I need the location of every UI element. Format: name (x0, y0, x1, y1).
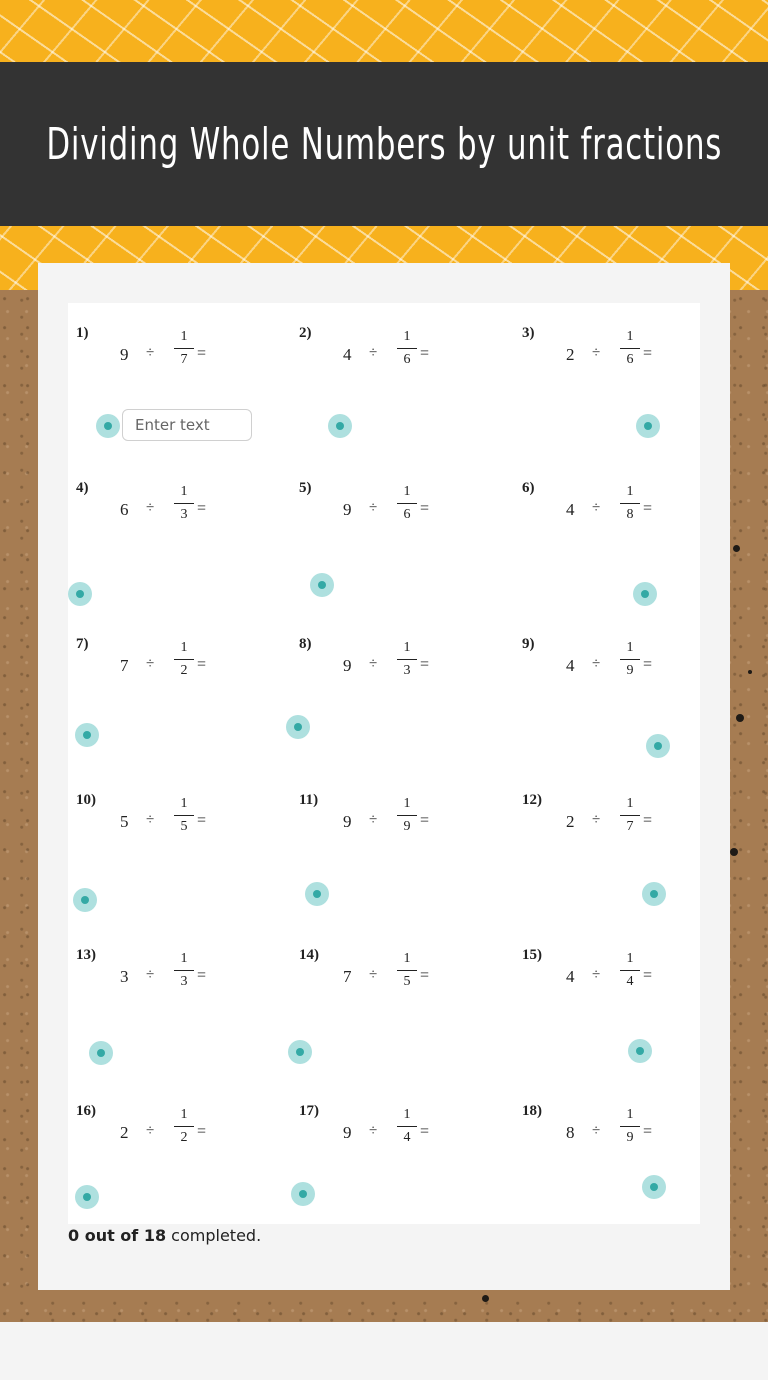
equals-sign: = (197, 967, 207, 984)
problem-number: 2) (299, 325, 312, 341)
answer-hotspot-3[interactable] (636, 414, 660, 438)
fraction-bar (174, 659, 194, 660)
answer-hotspot-11[interactable] (305, 882, 329, 906)
fraction-bar (620, 659, 640, 660)
problem-number: 17) (299, 1103, 319, 1119)
fraction-bar (174, 503, 194, 504)
problem-number: 6) (522, 480, 535, 496)
problem-number: 16) (76, 1103, 96, 1119)
fraction-numerator: 1 (403, 484, 411, 499)
fraction-numerator: 1 (180, 951, 188, 966)
division-sign: ÷ (146, 656, 155, 672)
answer-hotspot-6[interactable] (633, 582, 657, 606)
unit-fraction (620, 329, 640, 368)
fraction-denominator: 3 (403, 663, 411, 678)
dividend: 8 (566, 1123, 575, 1142)
problem-15 (522, 947, 722, 1007)
fraction-numerator: 1 (180, 484, 188, 499)
fraction-numerator: 1 (180, 329, 188, 344)
fraction-bar (397, 659, 417, 660)
unit-fraction (620, 640, 640, 679)
equals-sign: = (643, 812, 653, 829)
fraction-bar (620, 815, 640, 816)
problem-12 (522, 792, 722, 852)
fraction-bar (397, 815, 417, 816)
fraction-denominator: 9 (626, 1130, 634, 1145)
problem-13 (76, 947, 276, 1007)
equals-sign: = (197, 812, 207, 829)
problem-10 (76, 792, 276, 852)
fraction-denominator: 8 (626, 507, 634, 522)
dividend: 9 (343, 812, 352, 831)
fraction-bar (397, 1126, 417, 1127)
dividend: 9 (120, 345, 129, 364)
fraction-bar (620, 1126, 640, 1127)
problem-number: 18) (522, 1103, 542, 1119)
fraction-numerator: 1 (626, 329, 634, 344)
division-sign: ÷ (369, 812, 378, 828)
fraction-numerator: 1 (403, 951, 411, 966)
problem-4 (76, 480, 276, 540)
division-sign: ÷ (146, 812, 155, 828)
problem-number: 7) (76, 636, 89, 652)
problem-number: 11) (299, 792, 319, 808)
unit-fraction (397, 951, 417, 990)
problem-7 (76, 636, 276, 696)
progress-suffix: completed. (166, 1226, 262, 1245)
division-sign: ÷ (146, 967, 155, 983)
board-speck (733, 545, 740, 552)
board-speck (748, 670, 752, 674)
fraction-numerator: 1 (626, 951, 634, 966)
fraction-denominator: 5 (180, 819, 188, 834)
unit-fraction (174, 1107, 194, 1146)
fraction-bar (397, 348, 417, 349)
unit-fraction (620, 1107, 640, 1146)
problem-number: 13) (76, 947, 96, 963)
problem-17 (299, 1103, 499, 1163)
dividend: 4 (343, 345, 352, 364)
equals-sign: = (197, 1123, 207, 1140)
division-sign: ÷ (592, 656, 601, 672)
unit-fraction (397, 796, 417, 835)
answer-hotspot-18[interactable] (642, 1175, 666, 1199)
division-sign: ÷ (592, 500, 601, 516)
answer-hotspot-5[interactable] (310, 573, 334, 597)
fraction-denominator: 7 (180, 352, 188, 367)
problem-18 (522, 1103, 722, 1163)
fraction-denominator: 9 (403, 819, 411, 834)
equals-sign: = (197, 345, 207, 362)
page-title: Dividing Whole Numbers by unit fractions (46, 118, 722, 170)
division-sign: ÷ (369, 345, 378, 361)
fraction-numerator: 1 (403, 329, 411, 344)
equals-sign: = (420, 345, 430, 362)
fraction-denominator: 3 (180, 974, 188, 989)
unit-fraction (174, 484, 194, 523)
fraction-numerator: 1 (626, 640, 634, 655)
problem-2 (299, 325, 499, 385)
problem-9 (522, 636, 722, 696)
division-sign: ÷ (369, 967, 378, 983)
progress-count: 0 out of 18 (68, 1226, 167, 1245)
problem-number: 10) (76, 792, 96, 808)
fraction-numerator: 1 (403, 640, 411, 655)
unit-fraction (397, 640, 417, 679)
equals-sign: = (420, 967, 430, 984)
equals-sign: = (420, 500, 430, 517)
answer-hotspot-7[interactable] (75, 723, 99, 747)
fraction-numerator: 1 (403, 796, 411, 811)
answer-hotspot-12[interactable] (642, 882, 666, 906)
fraction-denominator: 4 (626, 974, 634, 989)
equals-sign: = (420, 812, 430, 829)
problem-3 (522, 325, 722, 385)
problem-number: 14) (299, 947, 319, 963)
equals-sign: = (643, 500, 653, 517)
problem-1 (76, 325, 276, 385)
board-speck (730, 848, 738, 856)
dividend: 3 (120, 967, 129, 986)
dividend: 9 (343, 656, 352, 675)
problem-number: 3) (522, 325, 535, 341)
division-sign: ÷ (146, 1123, 155, 1139)
fraction-denominator: 2 (180, 1130, 188, 1145)
division-sign: ÷ (146, 500, 155, 516)
problem-number: 1) (76, 325, 89, 341)
unit-fraction (397, 484, 417, 523)
fraction-numerator: 1 (180, 640, 188, 655)
unit-fraction (620, 951, 640, 990)
answer-hotspot-9[interactable] (646, 734, 670, 758)
fraction-numerator: 1 (626, 796, 634, 811)
fraction-numerator: 1 (180, 796, 188, 811)
equals-sign: = (420, 656, 430, 673)
equals-sign: = (643, 1123, 653, 1140)
fraction-bar (174, 815, 194, 816)
fraction-denominator: 6 (403, 352, 411, 367)
division-sign: ÷ (592, 345, 601, 361)
problem-5 (299, 480, 499, 540)
problem-number: 4) (76, 480, 89, 496)
title-band (0, 62, 768, 226)
answer-hotspot-8[interactable] (286, 715, 310, 739)
fraction-denominator: 4 (403, 1130, 411, 1145)
fraction-bar (174, 348, 194, 349)
answer-hotspot-1[interactable] (96, 414, 120, 438)
division-sign: ÷ (592, 967, 601, 983)
division-sign: ÷ (369, 1123, 378, 1139)
fraction-denominator: 3 (180, 507, 188, 522)
division-sign: ÷ (592, 1123, 601, 1139)
problem-number: 5) (299, 480, 312, 496)
dividend: 6 (120, 500, 129, 519)
problem-number: 9) (522, 636, 535, 652)
unit-fraction (620, 796, 640, 835)
footer-strip (0, 1322, 768, 1380)
equals-sign: = (197, 656, 207, 673)
problem-8 (299, 636, 499, 696)
worksheet-card (38, 263, 730, 1290)
dividend: 9 (343, 1123, 352, 1142)
board-speck (482, 1295, 489, 1302)
fraction-bar (174, 970, 194, 971)
dividend: 9 (343, 500, 352, 519)
problem-number: 15) (522, 947, 542, 963)
fraction-denominator: 6 (403, 507, 411, 522)
answer-hotspot-15[interactable] (628, 1039, 652, 1063)
answer-hotspot-4[interactable] (68, 582, 92, 606)
fraction-bar (174, 1126, 194, 1127)
fraction-denominator: 5 (403, 974, 411, 989)
answer-hotspot-13[interactable] (89, 1041, 113, 1065)
unit-fraction (174, 796, 194, 835)
dividend: 2 (566, 812, 575, 831)
division-sign: ÷ (369, 656, 378, 672)
equals-sign: = (643, 345, 653, 362)
problem-14 (299, 947, 499, 1007)
problem-11 (299, 792, 499, 852)
unit-fraction (174, 951, 194, 990)
progress-status (68, 1226, 261, 1245)
worksheet (68, 303, 700, 1224)
fraction-bar (620, 970, 640, 971)
dividend: 4 (566, 500, 575, 519)
board-speck (736, 714, 744, 722)
dividend: 7 (120, 656, 129, 675)
fraction-denominator: 9 (626, 663, 634, 678)
unit-fraction (397, 329, 417, 368)
equals-sign: = (643, 967, 653, 984)
fraction-numerator: 1 (180, 1107, 188, 1122)
problem-number: 12) (522, 792, 542, 808)
fraction-denominator: 2 (180, 663, 188, 678)
fraction-denominator: 7 (626, 819, 634, 834)
answer-hotspot-17[interactable] (291, 1182, 315, 1206)
division-sign: ÷ (369, 500, 378, 516)
fraction-bar (620, 348, 640, 349)
unit-fraction (620, 484, 640, 523)
equals-sign: = (197, 500, 207, 517)
problem-6 (522, 480, 722, 540)
dividend: 2 (566, 345, 575, 364)
answer-hotspot-2[interactable] (328, 414, 352, 438)
fraction-numerator: 1 (626, 484, 634, 499)
equals-sign: = (643, 656, 653, 673)
answer-hotspot-14[interactable] (288, 1040, 312, 1064)
dividend: 2 (120, 1123, 129, 1142)
problem-16 (76, 1103, 276, 1163)
fraction-numerator: 1 (403, 1107, 411, 1122)
fraction-denominator: 6 (626, 352, 634, 367)
unit-fraction (174, 640, 194, 679)
unit-fraction (174, 329, 194, 368)
equals-sign: = (420, 1123, 430, 1140)
problem-number: 8) (299, 636, 312, 652)
fraction-bar (397, 970, 417, 971)
dividend: 4 (566, 656, 575, 675)
fraction-bar (620, 503, 640, 504)
fraction-bar (397, 503, 417, 504)
answer-hotspot-16[interactable] (75, 1185, 99, 1209)
dividend: 7 (343, 967, 352, 986)
unit-fraction (397, 1107, 417, 1146)
division-sign: ÷ (146, 345, 155, 361)
fraction-numerator: 1 (626, 1107, 634, 1122)
division-sign: ÷ (592, 812, 601, 828)
dividend: 4 (566, 967, 575, 986)
answer-input-1[interactable] (122, 409, 252, 441)
answer-hotspot-10[interactable] (73, 888, 97, 912)
dividend: 5 (120, 812, 129, 831)
